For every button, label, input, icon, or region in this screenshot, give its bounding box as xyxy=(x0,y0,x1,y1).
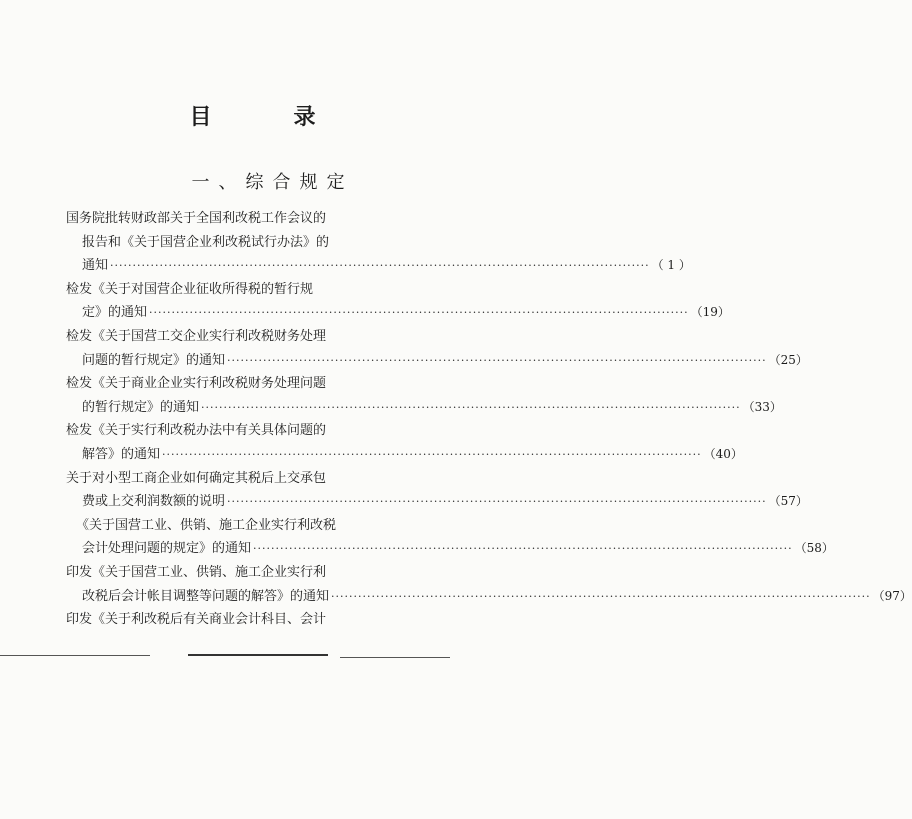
toc-line-text: 检发《关于商业企业实行利改税财务处理问题 xyxy=(66,376,327,392)
toc-line-text: 定》的通知 xyxy=(82,305,148,321)
toc-page-number: （33） xyxy=(742,399,782,414)
toc-line-text: 解答》的通知 xyxy=(82,446,161,462)
toc-page-number: （40） xyxy=(703,446,743,461)
toc-line xyxy=(66,514,396,538)
toc-leader-dots: ························································································································ xyxy=(162,447,702,461)
toc-line xyxy=(66,537,834,561)
toc-line-text: 《关于国营工业、供销、施工企业实行利改税 xyxy=(76,517,337,533)
bottom-rule xyxy=(340,657,450,658)
toc-line xyxy=(66,443,743,467)
toc-line-text: 费或上交利润数额的说明 xyxy=(82,494,226,510)
toc-leader-dots: ························································································································ xyxy=(253,542,793,556)
toc-line-text: 检发《关于国营工交企业实行利改税财务处理 xyxy=(66,328,327,344)
toc-line-text: 国务院批转财政部关于全国利改税工作会议的 xyxy=(66,211,327,226)
toc-line xyxy=(66,396,782,420)
toc-line xyxy=(66,278,396,302)
toc-leader-dots: ························································································································ xyxy=(201,400,741,414)
toc-line-text: 会计处理问题的规定》的通知 xyxy=(82,541,252,557)
toc-line-text: 的暂行规定》的通知 xyxy=(82,399,200,415)
toc-line-text: 问题的暂行规定》的通知 xyxy=(82,352,226,368)
toc-page-number: （ 1 ） xyxy=(651,258,691,273)
toc-page-number: （97） xyxy=(872,588,912,603)
toc-leader-dots: ························································································································ xyxy=(110,259,650,273)
toc-line xyxy=(66,608,396,632)
toc-line xyxy=(66,231,396,255)
toc-page-number: （19） xyxy=(690,305,730,320)
toc-leader-dots: ························································································································ xyxy=(331,589,871,603)
toc-leader-dots: ························································································································ xyxy=(149,306,689,320)
toc-line-text: 通知 xyxy=(82,258,109,274)
toc-line xyxy=(66,585,912,609)
toc-line-text: 印发《关于利改税后有关商业会计科目、会计 xyxy=(66,612,327,628)
toc-leader-dots: ························································································································ xyxy=(227,353,767,367)
toc-line xyxy=(66,490,808,514)
toc-line-text: 印发《关于国营工业、供销、施工企业实行利 xyxy=(66,564,327,580)
toc-line-text: 关于对小型工商企业如何确定其税后上交承包 xyxy=(66,470,327,486)
toc-line-text: 改税后会计帐目调整等问题的解答》的通知 xyxy=(82,588,330,604)
bottom-rule xyxy=(0,655,150,656)
toc-line xyxy=(66,254,691,278)
toc-line xyxy=(66,349,808,373)
toc-line-text: 检发《关于实行利改税办法中有关具体问题的 xyxy=(66,423,327,439)
toc-line xyxy=(66,419,396,443)
page-title: 目 录 xyxy=(189,104,346,130)
section-heading: 一、综合规定 xyxy=(191,172,354,193)
toc-line xyxy=(66,561,396,585)
toc-line xyxy=(66,325,396,349)
toc-line-text: 报告和《关于国营企业利改税试行办法》的 xyxy=(82,234,330,250)
toc-line-text: 检发《关于对国营企业征收所得税的暂行规 xyxy=(66,281,314,297)
toc-line xyxy=(66,372,396,396)
toc-page-number: （57） xyxy=(768,494,808,509)
toc-line xyxy=(66,207,396,231)
toc-page-number: （25） xyxy=(768,352,808,367)
toc-line xyxy=(66,467,396,491)
toc-page-number: （58） xyxy=(794,541,834,556)
toc-leader-dots: ························································································································ xyxy=(227,495,767,509)
bottom-rule xyxy=(188,654,328,656)
toc-line xyxy=(66,301,730,325)
table-of-contents xyxy=(66,207,912,632)
